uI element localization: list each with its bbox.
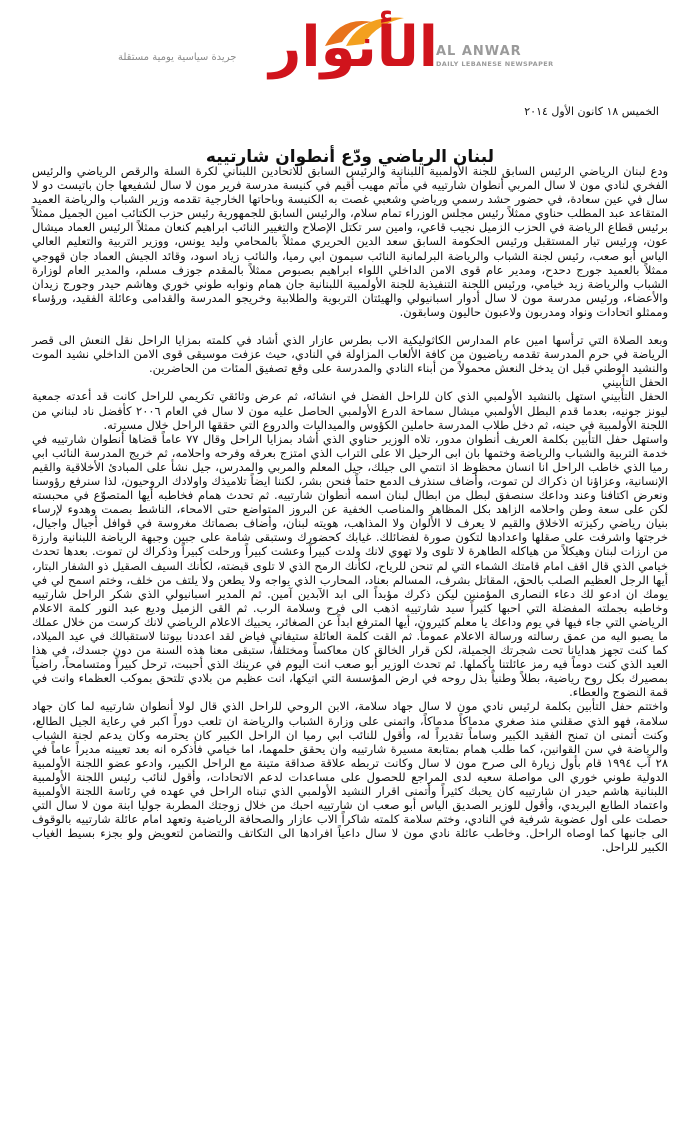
article-paragraph: الحفل التأبيني استهل بالنشيد الأولمبي الذي كان للراحل الفضل في انشائه، ثم عرض وثائقي تكريمي للراحل كانت قد أعدته جمعية ليونز جونيه، بعدما قدم البطل الأولمبي ميشال سماحة الدرع الأولمبي الحاصل عليه مون لا سال في العام ٢٠٠٦ كأفضل ناد لبناني من اللجنة الأولمبية في حينه، ثم دخل طلاب المدرسة حاملين الكؤوس والميداليات والدروع التي حققها الراحل خلال مسيرته. (32, 389, 668, 432)
brand-descriptor: DAILY LEBANESE NEWSPAPER (436, 60, 554, 68)
article-date: الخميس ١٨ كانون الأول ٢٠١٤ (524, 105, 659, 118)
article-paragraph: واختتم حفل التأبين بكلمة لرئيس نادي مون لا سال جهاد سلامة، الابن الروحي للراحل الذي قال لولا أنطوان شارتييه لما كان جهاد سلامة، فهو الذي صقلني منذ صغري مدماكاً مدماكاً، واتمنى على وزارة الشباب والرياضة ان تلعب دوراً اكبر في رعاية الجيل الطالع، وكنت أتمنى ان تمنح الفقيد الكبير وساماً تقديراً له، وأقول للنائب ابي رميا ان الراحل الكبير كان يحترمه وكان يدعم لجنة الشباب والرياضة في سن القوانين، كما طلب همام بمتابعة مسيرة شارتييه وان يحقق حلمهما، اما خيامي فأذكره انه بعد تعيينه مديراً عاماً في ٢٨ آب ١٩٩٤ قام بأول زيارة الى صرح مون لا سال وكانت تربطه علاقة صداقة متينة مع الراحل الكبير، وادعو عضو اللجنة الأولمبية الدولية طوني خوري الى مواصلة سعيه لدى المراجع للحصول على مساعدات لدعم الاتحادات، وأقول لنائب رئيس اللجنة الأولمبية اللبنانية هاشم حيدر ان شارتييه كان يحبك كثيراً وأتمنى اقرار النشيد الأولمبي الذي تبناه الراحل في عهده في رئاسة اللجنة الأولمبية واعتماد الطابع البريدي، وأقول للوزير الصديق الياس أبو صعب ان شارتييه احبك من خلال زوجتك المطربة جوليا ابنة مون لا سال التي حصلت على اول عضوية شرفية في النادي، وختم سلامة كلمته شاكراً الاب عازار والصحافة الرياضية وتعهد امام عائلة شارتييه بالوقوف الى جانبها كما اوصاه الراحل. وخاطب عائلة نادي مون لا سال داعياً افرادها الى التكاتف والتضامن لتعويض ولو بجزء بسيط الغياب الكبير للراحل. (32, 699, 668, 855)
brand-tagline: جريدة سياسية يومية مستقلة (118, 52, 237, 63)
masthead (0, 0, 700, 84)
article-paragraph: ودع لبنان الرياضي الرئيس السابق للجنة الأولمبية اللبنانية والرئيس السابق للاتحادين اللبناني لكرة السلة والرقص الرياضي والرئيس الفخري لنادي مون لا سال المربي أنطوان شارتييه في مأتم مهيب أقيم في كنيسة مدرسة فرير مون لا سال لشفيعها جان باتيست دو لا سال في عين سعادة، في حضور حشد رسمي ورياضي وشعبي غصت به الكنيسة وباحاتها الخارجية تقدمه وزير الشباب والرياضة العميد المتقاعد عبد المطلب حناوي ممثلاً رئيس مجلس الوزراء تمام سلام، والرئيس السابق للجمهورية رئيس حزب الكتائب امين الجميل ممثلاً برئيس قطاع الرياضة في الحزب الزميل نجيب قاعي، وامين سر تكتل الإصلاح والتغيير النائب ابراهيم كنعان ممثلاً الرئيس العماد ميشال عون، ورئيس تيار المستقبل ورئيس الحكومة السابق سعد الدين الحريري ممثلاً بالمحامي وليد يونس، ووزير التربية والتعليم العالي الياس أبو صعب، رئيس لجنة الشباب والرياضة البرلمانية النائب سيمون ابي رميا، والنائب زياد اسود، وقائد الجيش العماد جان قهوجي ممثلاً بالعميد جورج دحدح، ومدير عام قوى الامن الداخلي اللواء ابراهيم بصبوص ممثلاً بالمقدم جوزف مسلم، والمدير العام لوزارة الشباب والرياضة زيد خيامي، ورئيس اللجنة التنفيذية للجنة الأولمبية اللبنانية جان همام ونوابه طوني خوري وهاشم حيدر وجورج زيدان والأعضاء، ورئيس مدرسة مون لا سال أدوار اسبانيولي والهيئتان التربوية والطلابية وخريجو المدرسة والقدامى وعائلة الفقيد، ورؤساء وممثلو اتحادات ونواد ومدربون ولاعبون حاليون وسابقون. (32, 164, 668, 319)
article-body (32, 164, 668, 855)
brand-name-latin: AL ANWAR (436, 44, 522, 59)
article-paragraph: وبعد الصلاة التي ترأسها امين عام المدارس الكاثوليكية الاب بطرس عازار الذي أشاد في كلمته بمزايا الراحل نقل النعش الى قصر الرياضة في حرم المدرسة تقدمه رياضيون من كافة الألعاب المزاولة في النادي، حيث عزفت موسيقى قوى الامن الداخلي نشيد الموت والنشيد الوطني قبل ان يدخل النعش محمولاً من أبناء النادي والمدرسة على وقع تصفيق المئات من الحاضرين. (32, 333, 668, 376)
article-subheading: الحفل التأبيني (602, 375, 668, 390)
logo-wordmark: الأنوار (269, 15, 438, 80)
newspaper-logo[interactable] (268, 12, 438, 78)
article-headline: لبنان الرياضي ودّع أنطوان شارتييه (205, 147, 495, 168)
article-paragraph: واستهل حفل التأبين بكلمة العريف أنطوان مدور، تلاه الوزير حناوي الذي أشاد بمزايا الراحل وقال ٧٧ عاماً قضاها أنطوان شارتييه في خدمة التربية والشباب والرياضة وختمها بان ابى الرحيل الا على التراب الذي امتزج بعرقه وفرحه واحلامه، ثم خريج المدرسة النائب ابي رميا الذي خاطب الراحل انا انسان محظوظ اذ انتمي الى جيلك، جيل المعلم والمربي والمدرس، جيل نشأ على المبادئ الأخلاقية والقيم الإنسانية، وعزاؤنا ان ذكراك لن تموت، وأضاف سنذرف الدمع حتماً فنحن بشر، لكننا ايضاً تلاميذك واولادك الروحيون، لذا سنرفع رؤوسنا ونعرض اكتافنا وعند وداعك سنصفق لبطل من ابطال لبنان اسمه أنطوان شارتييه. ثم تحدث همام فخاطبه أيها المتصوّع في محبسته لكن على سعة وطن واحلامه الزاهد بكل المظاهر والمناصب الخفية عن البروز المتواضع حتى الامحاء، الناشط بصمت وهدوء لإرساء بنيان رياضي ركيزته الاخلاق والقيم لا يعرف لا الألوان ولا المذاهب، هويته لبنان، وأضاف بصماتك مغروسة في قوافل أجيال واجيال، خرجتها واشرفت على صقلها واعدادها لتكون صورة لفضائلك. غيابك كحضورك وستبقى شامة على جبين وجبهة الرياضة اللبنانية وارزة من ارزات لبنان وهيكلاً من هياكله الطاهرة لا تلوى ولا تهوي لانك ولدت كبيراً وعشت كبيراً ورحلت كبيراً وذكراك لن تموت. بعدها تحدث خيامي الذي قال اقف امام قامتك الشماء التي لم تنحن للرياح، لكأنك الرمح الذي لا تلوى قبضته، لكأنك السيف الصقيل ذو الشفار البتار، أيها الرجل العظيم الصلب بالحق، المقاتل بشرف، المسالم بعناد، المحارب الذي يواجه ولا يطعن ولا يلتف من خلف، وختم اسمح لي في يومك ان ادعو لك دعاء النصارى المؤمنين ليكن ذكرك مؤبداً الى ابد الآبدين آمين. ثم المدير اسبانيولي الذي شكر الراحل شارتييه وخاطبه بجملته المفضلة التي احبها كثيراً سيد شارتييه اذهب الى فرح وسلامة الرب. ثم القى الزميل وديع عبد النور كلمة الاعلام الرياضي التي جاء فيها في يوم وداعك يا معلم كثيرون، أيها المترفع ابداً عن الصغائر، يحبيك الاعلام الرياضي لانك كرست من خلال عملك ما يصبو اليه من عمق رسالته ورسالة الاعلام عموماً. ثم القت كلمة العائلة ستيفاني فياض لقد اعددنا بيوتنا لاستقبالك في عيد الميلاد، كما كنت تجهز هدايانا تحت شجرتك الجميلة، لكن قرار الخالق كان معاكساً ومختلفاً، ستبقى معنا هذه السنة من دون جسدك، في هذا العيد الذي كنت دوماً فيه رمز عائلتنا بأكملها. ثم تحدث الوزير أبو صعب انت اليوم في عرينك الذي أحببت، ترحل كبيراً ومتسامحاً، راضياً بمصيرك بكل روح رياضية، بطلاً وطنياً بذل روحه في ارض المؤسسة التي اتيكها، انت عظيم من بلادي تلتحق بموكب العظماء وانت في قمة النضوج والعطاء. (32, 431, 668, 700)
